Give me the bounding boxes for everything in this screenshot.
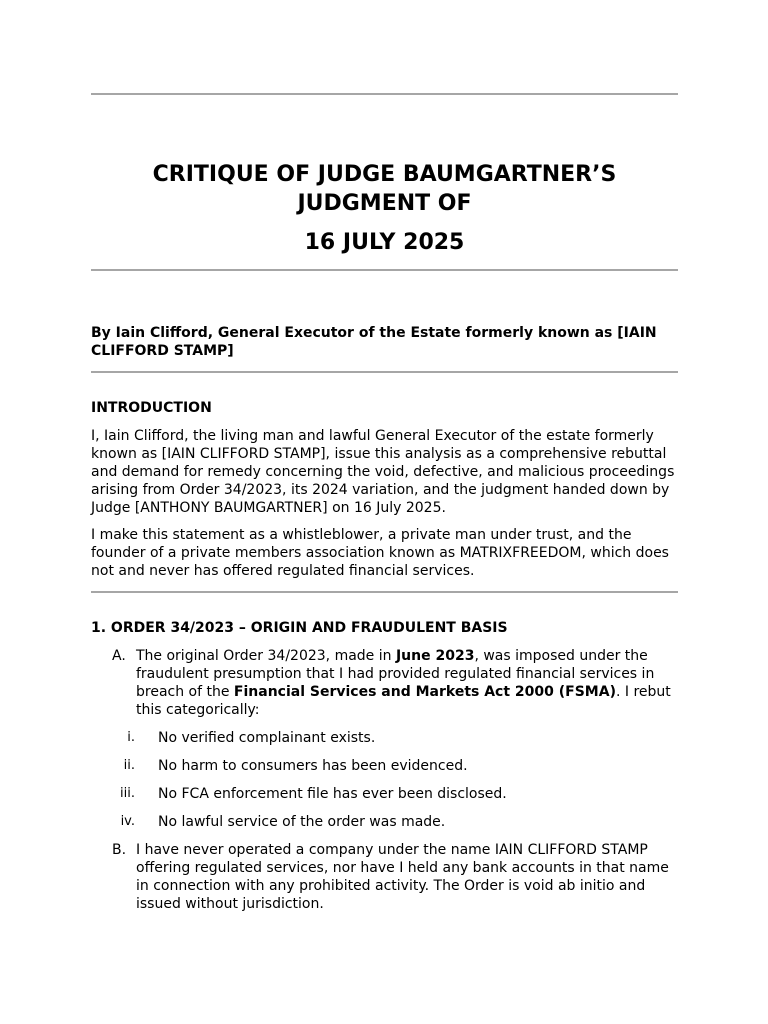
horizontal-rule: [91, 269, 678, 271]
emphasis-act: Financial Services and Markets Act 2000 (FSMA): [233, 684, 616, 700]
sub-list-item-text: No lawful service of the order was made.: [158, 814, 446, 830]
title-date: 16 JULY 2025: [304, 230, 465, 255]
list-item-a-text: The original Order 34/2023, made in June 2023, was imposed under the fraudulent presumption that I had provided regulated financial services in breach of the Financial Services and Markets Act 2000 (FSMA). I rebut this categorically:: [136, 648, 671, 718]
document-title: [91, 160, 678, 257]
title-line-2: JUDGMENT OF: [297, 191, 472, 216]
introduction-heading: INTRODUCTION: [91, 400, 212, 416]
sub-list-item-text: No verified complainant exists.: [158, 730, 376, 746]
sub-list-marker: iv.: [120, 814, 135, 829]
sub-list-marker: i.: [127, 730, 135, 745]
title-line-1: CRITIQUE OF JUDGE BAUMGARTNER’S: [152, 162, 617, 187]
horizontal-rule: [91, 93, 678, 95]
list-item-b-text: I have never operated a company under the name IAIN CLIFFORD STAMP offering regulated services, nor have I held any bank accounts in that name in connection with any prohibited activity. The Order is void ab initio and issued without jurisdiction.: [136, 842, 669, 912]
sub-list-marker: iii.: [120, 786, 135, 801]
introduction-paragraph-2: I make this statement as a whistleblower, a private man under trust, and the founder of a private members association known as MATRIXFREEDOM, which does not and never has offered regulated financial services.: [91, 527, 669, 579]
sub-list-marker: ii.: [123, 758, 135, 773]
emphasis-date: June 2023: [395, 648, 475, 664]
sub-list-item-text: No FCA enforcement file has ever been disclosed.: [158, 786, 507, 802]
author-byline: By Iain Clifford, General Executor of the Estate formerly known as [IAIN CLIFFORD STAMP]: [91, 325, 657, 359]
horizontal-rule: [91, 591, 678, 593]
list-marker: B.: [112, 842, 127, 858]
list-marker: A.: [112, 648, 126, 664]
introduction-paragraph-1: I, Iain Clifford, the living man and lawful General Executor of the estate formerly known as [IAIN CLIFFORD STAMP], issue this analysis as a comprehensive rebuttal and demand for remedy concerning the void, defective, and malicious proceedings arising from Order 34/2023, its 2024 variation, and the judgment handed down by Judge [ANTHONY BAUMGARTNER] on 16 July 2025.: [91, 428, 675, 516]
section-1-heading: 1. ORDER 34/2023 – ORIGIN AND FRAUDULENT BASIS: [91, 620, 508, 636]
horizontal-rule: [91, 371, 678, 373]
sub-list-item-text: No harm to consumers has been evidenced.: [158, 758, 468, 774]
